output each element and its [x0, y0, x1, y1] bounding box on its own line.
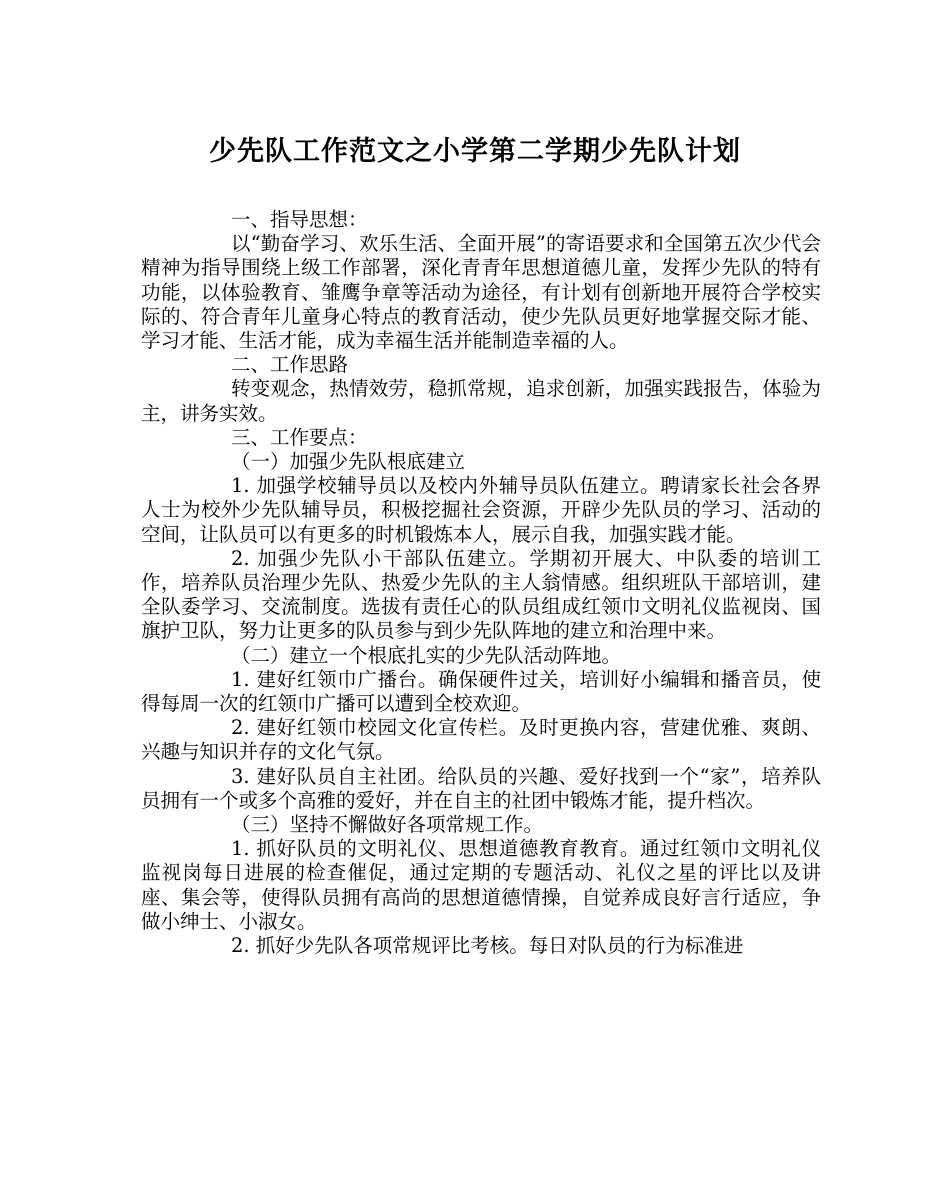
paragraph-guiding-thought: 以“勤奋学习、欢乐生活、全面开展”的寄语要求和全国第五次少代会精神为指导围绕上级工作部署，深化青青年思想道德儿童，发挥少先队的特有功能，以体验教育、雏鹰争章等活动为途径，有计划有创新地开展符合学校实际的、符合青年儿童身心特点的教育活动，使少先队员更好地掌握交际才能、学习才能、生活才能，成为幸福生活并能制造幸福的人。 [141, 232, 821, 353]
paragraph-work-approach: 转变观念，热情效劳，稳抓常规，追求创新，加强实践报告，体验为主，讲务实效。 [141, 377, 821, 425]
document-body [141, 208, 821, 958]
paragraph-2-2: 2. 建好红领巾校园文化宣传栏。及时更换内容，营建优雅、爽朗、兴趣与知识并存的文化气氛。 [141, 716, 821, 764]
paragraph-1-2: 2. 加强少先队小干部队伍建立。学期初开展大、中队委的培训工作，培养队员治理少先队、热爱少先队的主人翁情感。组织班队干部培训，建全队委学习、交流制度。选拔有责任心的队员组成红领巾文明礼仪监视岗、国旗护卫队，努力让更多的队员参与到少先队阵地的建立和治理中来。 [141, 546, 821, 643]
subheading-3: （三）坚持不懈做好各项常规工作。 [231, 813, 544, 837]
paragraph-2-3: 3. 建好队员自主社团。给队员的兴趣、爱好找到一个“家”，培养队员拥有一个或多个高雅的爱好，并在自主的社团中锻炼才能，提升档次。 [141, 764, 821, 812]
heading-guiding-thought: 一、指导思想： [231, 208, 368, 231]
paragraph-3-2: 2. 抓好少先队各项常规评比考核。每日对队员的行为标准进 [231, 934, 744, 958]
document-title: 少先队工作范文之小学第二学期少先队计划 [209, 136, 741, 167]
subheading-1: （一）加强少先队根底建立 [231, 450, 466, 474]
paragraph-1-1: 1. 加强学校辅导员以及校内外辅导员队伍建立。聘请家长社会各界人士为校外少先队辅导员，积极挖掘社会资源，开辟少先队员的学习、活动的空间，让队员可以有更多的时机锻炼本人，展示自我，加强实践才能。 [141, 474, 821, 546]
heading-work-approach: 二、工作思路 [231, 353, 349, 377]
heading-work-points: 三、工作要点： [231, 425, 368, 449]
paragraph-2-1: 1. 建好红领巾广播台。确保硬件过关，培训好小编辑和播音员，使得每周一次的红领巾广播可以遭到全校欢迎。 [141, 667, 821, 716]
subheading-2: （二）建立一个根底扎实的少先队活动阵地。 [231, 643, 622, 667]
paragraph-3-1: 1. 抓好队员的文明礼仪、思想道德教育教育。通过红领巾文明礼仪监视岗每日进展的检查催促，通过定期的专题活动、礼仪之星的评比以及讲座、集会等，使得队员拥有高尚的思想道德情操，自觉养成良好言行适应，争做小绅士、小淑女。 [141, 837, 821, 933]
